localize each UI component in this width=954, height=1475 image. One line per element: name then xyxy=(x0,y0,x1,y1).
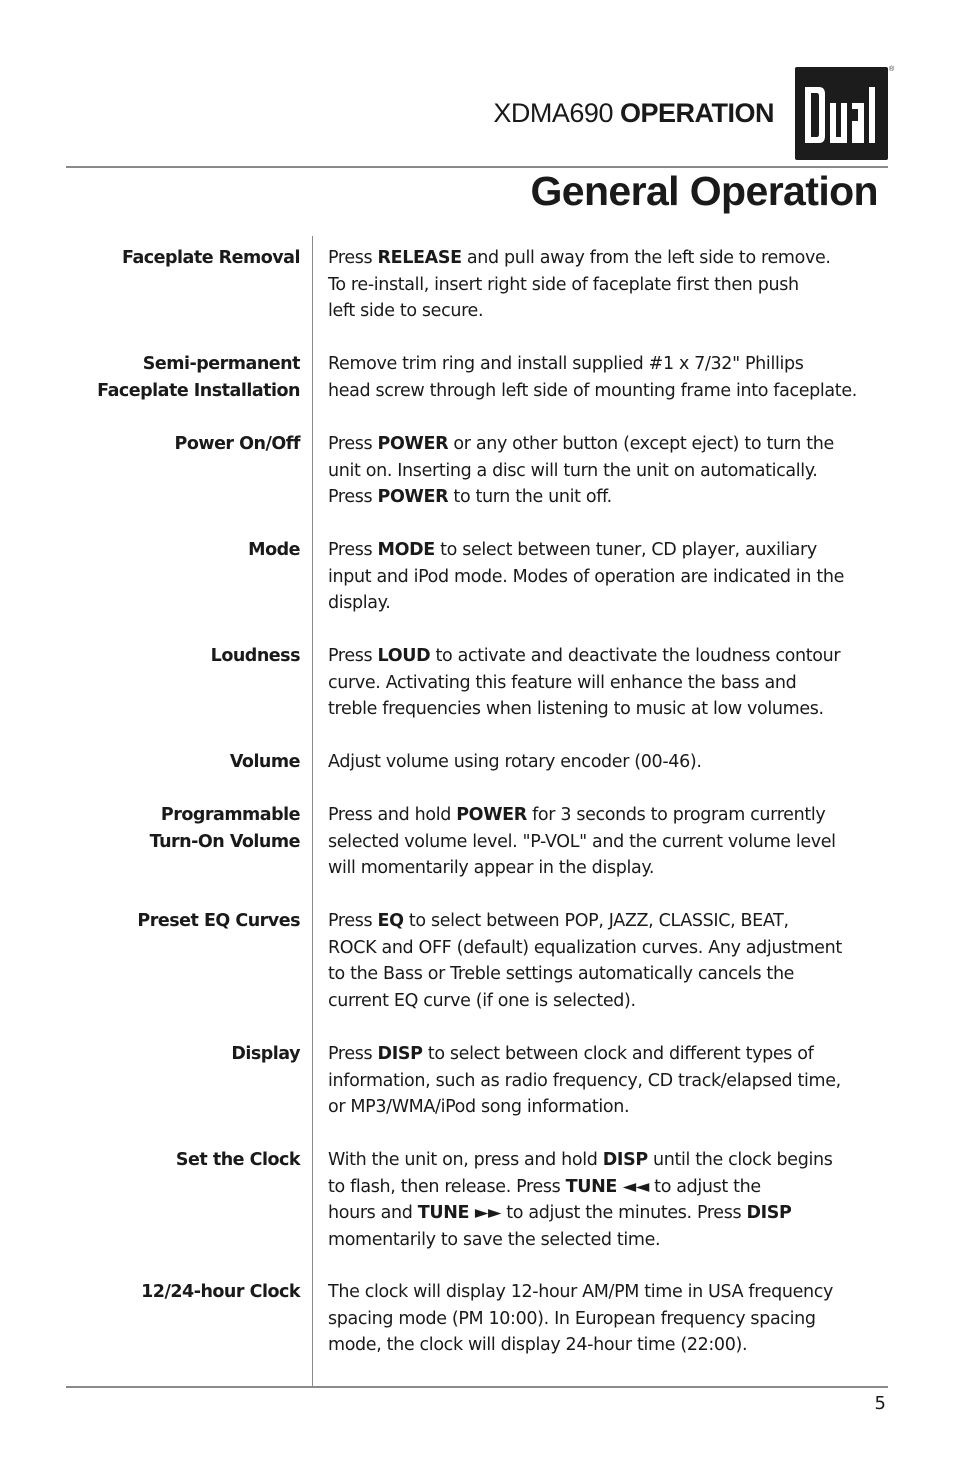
text-run: to the Bass or Treble settings automatically cancels the xyxy=(328,964,795,984)
button-name: DISP xyxy=(602,1150,648,1170)
registered-mark: ® xyxy=(889,66,895,73)
entry-label-line: Set the Clock xyxy=(175,1150,300,1170)
entry-label-line: Faceplate Removal xyxy=(122,248,300,268)
button-name: DISP xyxy=(746,1203,792,1223)
text-run: To re-install, insert right side of faceplate first then push xyxy=(328,274,799,295)
model-name: XDMA690 xyxy=(493,98,613,128)
button-name: TUNE ►► xyxy=(417,1203,502,1223)
text-run: information, such as radio frequency, CD track/elapsed time, xyxy=(328,1070,841,1091)
text-run: for 3 seconds to program currently xyxy=(526,805,826,825)
entry-description-line xyxy=(328,564,898,591)
entry-label-line: Faceplate Installation xyxy=(97,380,300,401)
text-run: Press xyxy=(328,911,378,931)
text-run: to select between POP, JAZZ, CLASSIC, BEAT, xyxy=(403,911,789,931)
text-run: mode, the clock will display 24-hour time (22:00). xyxy=(328,1335,748,1355)
button-name: LOUD xyxy=(377,646,431,666)
entry-label-line: Mode xyxy=(248,540,300,560)
entry-description-line xyxy=(328,670,898,697)
text-run: until the clock begins xyxy=(647,1150,833,1170)
entry-description-line xyxy=(328,1332,898,1359)
entry-label-line: Power On/Off xyxy=(174,434,300,454)
text-run: momentarily to save the selected time. xyxy=(328,1229,661,1250)
entry-description-line xyxy=(328,908,898,935)
text-run: to select between clock and different types of xyxy=(422,1044,814,1064)
entry-description xyxy=(328,1279,898,1359)
text-run: curve. Activating this feature will enhance the bass and xyxy=(328,672,797,693)
text-run: left side to secure. xyxy=(328,301,484,321)
button-name: TUNE ◄◄ xyxy=(565,1176,649,1197)
entry-label xyxy=(40,351,300,404)
entry-description-line xyxy=(328,1200,898,1227)
entry-description-line xyxy=(328,643,898,670)
text-run: Press xyxy=(328,434,378,454)
entry-label-line: Turn-On Volume xyxy=(149,831,300,852)
entry-description-line xyxy=(328,1174,898,1201)
page-number: 5 xyxy=(874,1393,886,1414)
entry-description-line xyxy=(328,378,898,405)
text-run: and pull away from the left side to remove. xyxy=(461,248,831,268)
button-name: POWER xyxy=(377,487,449,507)
entry-description-line xyxy=(328,855,898,882)
text-run: ROCK and OFF (default) equalization curves. Any adjustment xyxy=(328,937,842,958)
entry-description xyxy=(328,537,898,617)
text-run: Press xyxy=(328,248,378,268)
entry-label-line: Loudness xyxy=(210,646,300,666)
entry-description-line xyxy=(328,351,898,378)
text-run: or MP3/WMA/iPod song information. xyxy=(328,1097,630,1117)
entry-description-line xyxy=(328,537,898,564)
entry-description-line xyxy=(328,298,898,325)
entry-description xyxy=(328,908,898,1014)
entry-label xyxy=(40,431,300,458)
entry-label xyxy=(40,1279,300,1306)
entry-description-line xyxy=(328,935,898,962)
entry-description xyxy=(328,802,898,882)
entry-description-line xyxy=(328,1227,898,1254)
text-run: to adjust the minutes. Press xyxy=(501,1203,747,1223)
entry-label-line: Volume xyxy=(229,752,300,772)
dual-logo xyxy=(795,67,888,160)
entry-description-line xyxy=(328,696,898,723)
entry-label-line: Display xyxy=(231,1044,300,1064)
text-run: display. xyxy=(328,593,391,613)
entry-description-line xyxy=(328,1094,898,1121)
entry-description-line xyxy=(328,1279,898,1306)
text-run: Press xyxy=(328,540,378,560)
text-run: Press xyxy=(328,1044,378,1064)
entry-label xyxy=(40,802,300,855)
text-run: With the unit on, press and hold xyxy=(328,1150,603,1170)
entry-description-line xyxy=(328,431,898,458)
entry-label xyxy=(40,537,300,564)
page-title: General Operation xyxy=(530,168,878,214)
header-title xyxy=(493,98,774,129)
entry-description-line xyxy=(328,961,898,988)
entry-description xyxy=(328,431,898,511)
entry-description xyxy=(328,749,898,776)
entry-description-line xyxy=(328,484,898,511)
text-run: input and iPod mode. Modes of operation are indicated in the xyxy=(328,566,845,587)
entry-description xyxy=(328,1147,898,1253)
entry-label xyxy=(40,245,300,272)
entry-description-line xyxy=(328,749,898,776)
entry-description-line xyxy=(328,802,898,829)
entry-label-line: 12/24-hour Clock xyxy=(141,1282,300,1302)
text-run: Press and hold xyxy=(328,805,457,825)
entry-description-line xyxy=(328,1147,898,1174)
text-run: spacing mode (PM 10:00). In European frequency spacing xyxy=(328,1308,816,1329)
entry-label xyxy=(40,1041,300,1068)
entry-description-line xyxy=(328,458,898,485)
column-divider xyxy=(312,236,313,1386)
entry-description xyxy=(328,643,898,723)
entry-description xyxy=(328,1041,898,1121)
entry-label-line: Semi-permanent xyxy=(142,354,300,374)
entry-description-line xyxy=(328,272,898,299)
entry-description-line xyxy=(328,245,898,272)
text-run: Remove trim ring and install supplied #1 x 7/32" Phillips xyxy=(328,354,804,374)
entry-description xyxy=(328,245,898,325)
entry-label-line: Preset EQ Curves xyxy=(137,911,300,931)
text-run: treble frequencies when listening to music at low volumes. xyxy=(328,699,824,719)
text-run: to turn the unit off. xyxy=(448,487,612,507)
entry-label xyxy=(40,643,300,670)
text-run: to activate and deactivate the loudness contour xyxy=(430,646,841,666)
entry-description-line xyxy=(328,1041,898,1068)
text-run: head screw through left side of mounting frame into faceplate. xyxy=(328,380,857,401)
text-run: current EQ curve (if one is selected). xyxy=(328,990,636,1011)
entry-label xyxy=(40,749,300,776)
button-name: MODE xyxy=(377,540,435,560)
text-run: Adjust volume using rotary encoder (00-46). xyxy=(328,752,702,772)
text-run: will momentarily appear in the display. xyxy=(328,858,655,878)
entry-description-line xyxy=(328,1068,898,1095)
text-run: or any other button (except eject) to turn the xyxy=(448,434,834,454)
button-name: POWER xyxy=(456,805,527,825)
text-run: The clock will display 12-hour AM/PM time in USA frequency xyxy=(328,1282,834,1302)
entry-description-line xyxy=(328,988,898,1015)
entry-label xyxy=(40,908,300,935)
text-run: to adjust the xyxy=(648,1176,761,1197)
bottom-divider xyxy=(66,1386,888,1388)
entry-description-line xyxy=(328,1306,898,1333)
text-run: Press xyxy=(328,487,378,507)
dual-logo-mark xyxy=(795,67,888,160)
button-name: POWER xyxy=(377,434,449,454)
text-run: unit on. Inserting a disc will turn the unit on automatically. xyxy=(328,460,818,481)
text-run: Press xyxy=(328,646,378,666)
entry-description-line xyxy=(328,829,898,856)
text-run: hours and xyxy=(328,1203,418,1223)
text-run: to select between tuner, CD player, auxiliary xyxy=(434,540,817,560)
text-run: to flash, then release. Press xyxy=(328,1176,566,1197)
text-run: selected volume level. "P-VOL" and the current volume level xyxy=(328,831,836,852)
entry-description xyxy=(328,351,898,404)
entry-label-line: Programmable xyxy=(160,805,300,825)
entry-label xyxy=(40,1147,300,1174)
button-name: EQ xyxy=(377,911,404,931)
button-name: RELEASE xyxy=(377,248,462,268)
button-name: DISP xyxy=(377,1044,423,1064)
section-name: OPERATION xyxy=(619,98,774,128)
entry-description-line xyxy=(328,590,898,617)
